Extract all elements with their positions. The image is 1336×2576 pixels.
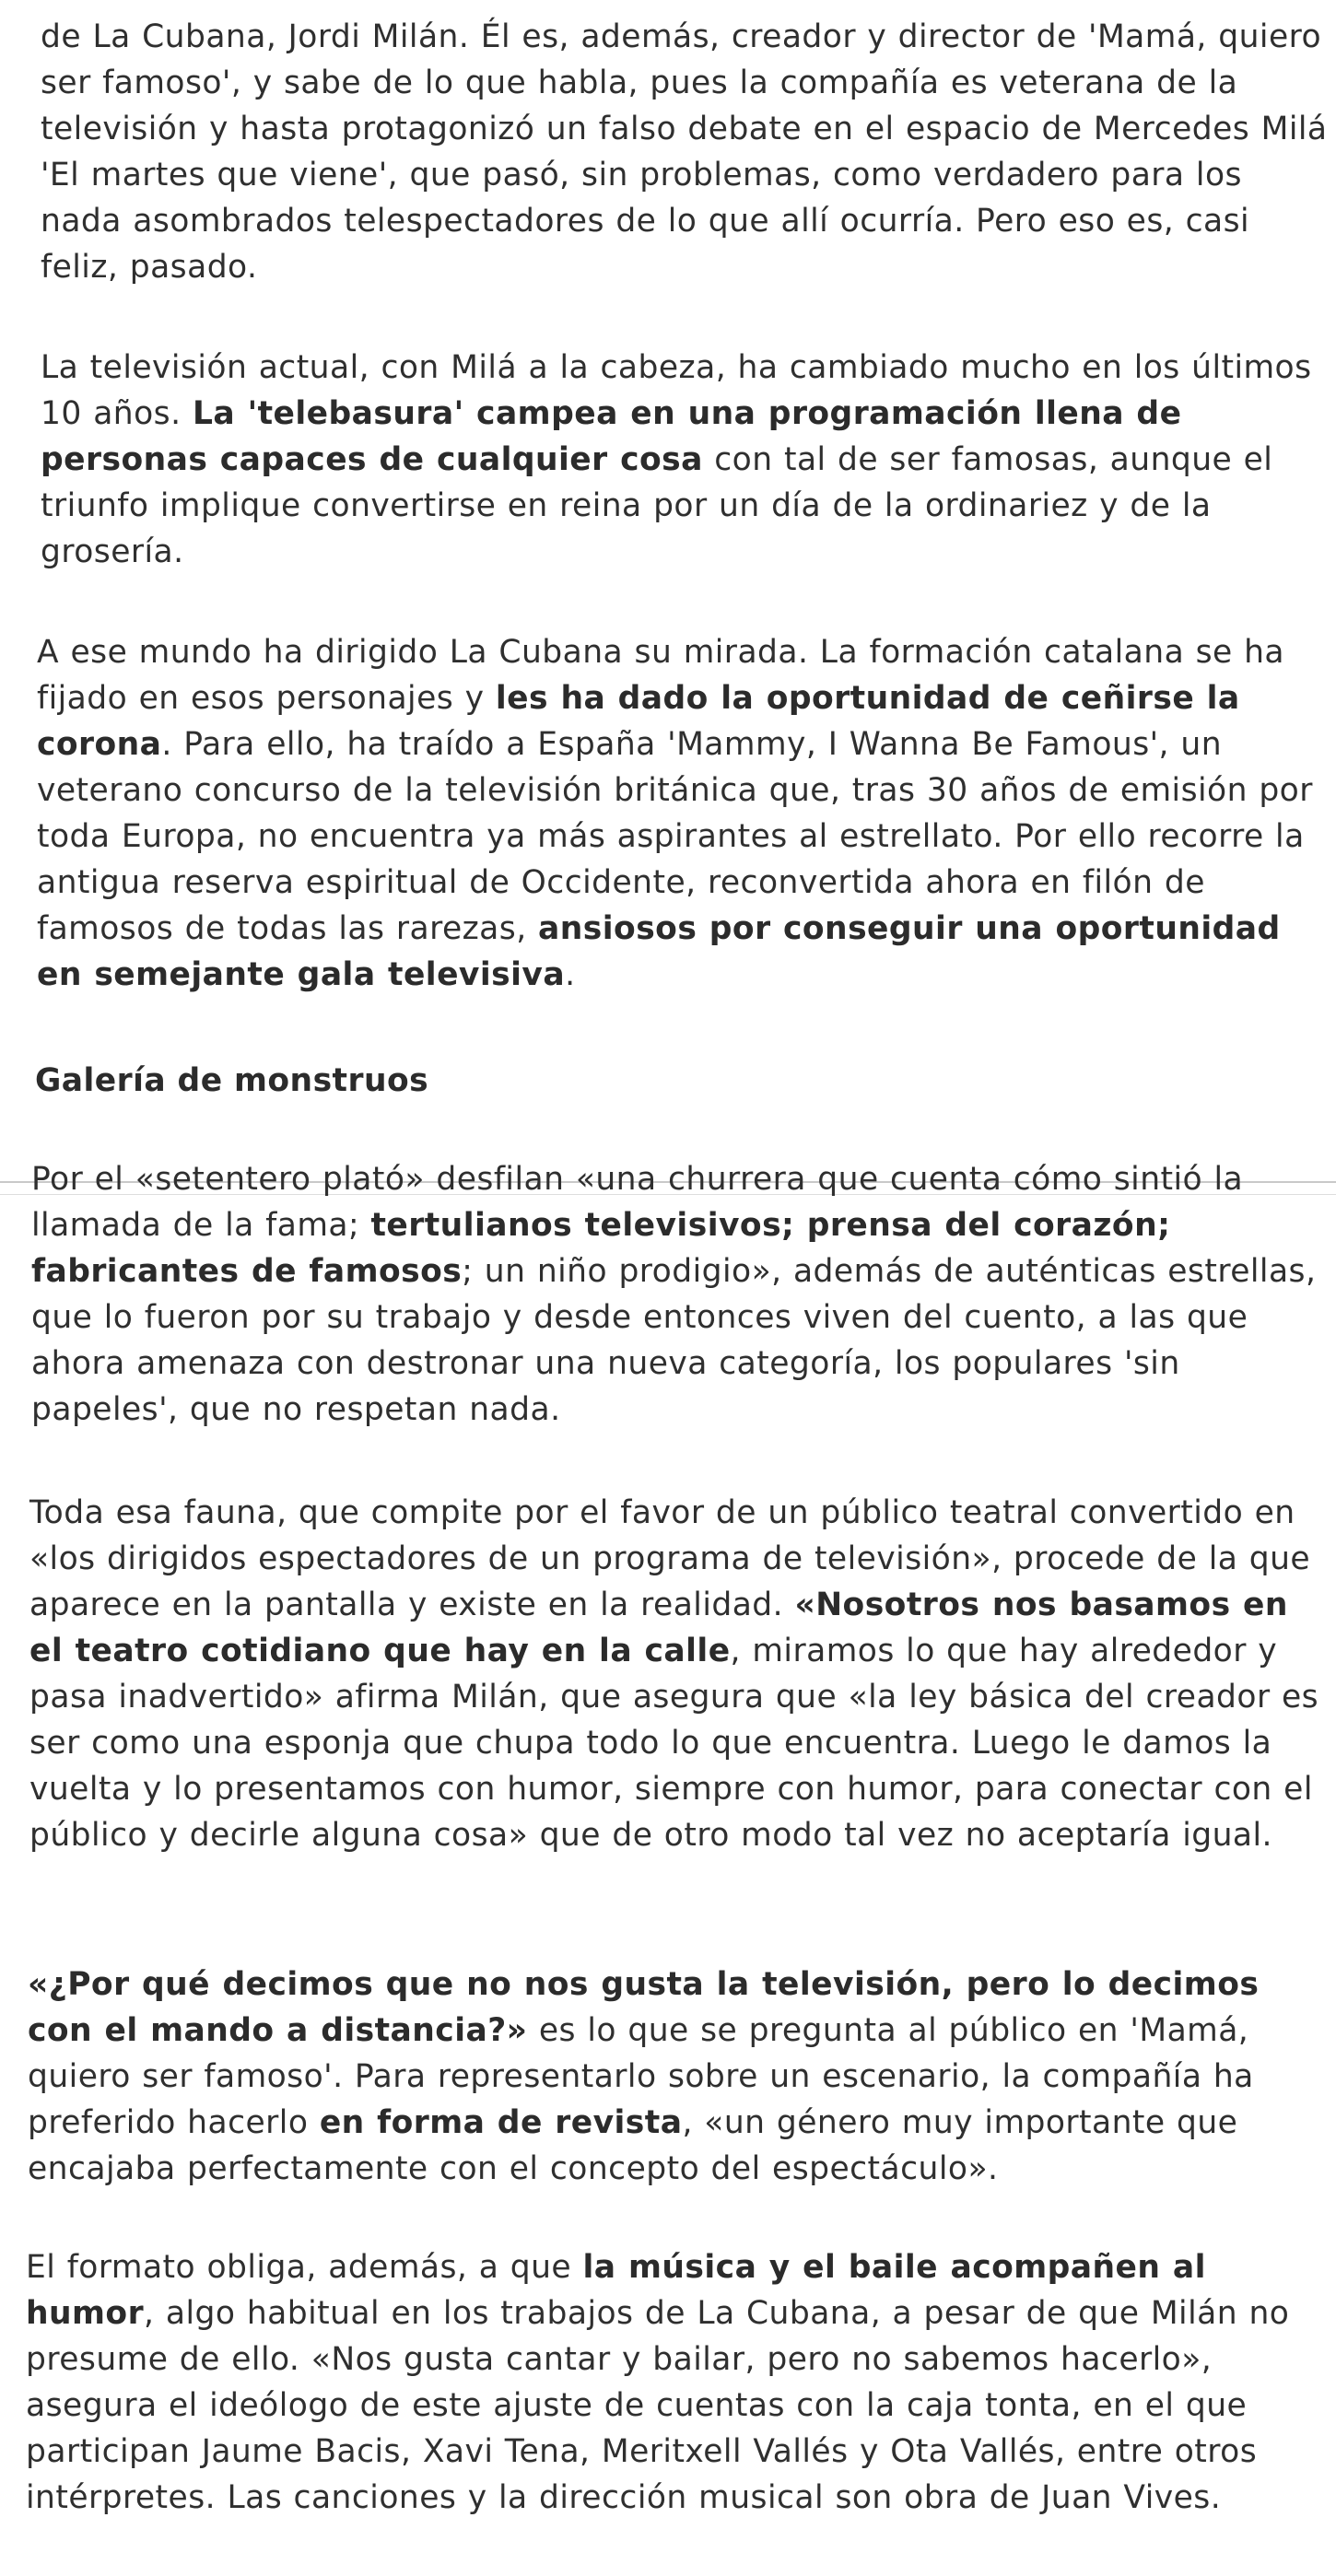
paragraph-la-cubana xyxy=(37,629,1331,998)
bold-text-run: en forma de revista xyxy=(319,2104,683,2141)
text-run: , miramos lo que hay alrededor y pasa inadvertido» afirma Milán, que asegura que «la ley básica del creador es ser como una esponja que chupa todo lo que encuentra. Luego le damos la vuelta y lo presentamos con humor, siempre con humor, para conectar con el público y decirle alguna cosa» que de otro modo tal vez no aceptaría igual. xyxy=(29,1633,1319,1854)
bold-text-run: «Nosotros nos basamos en el teatro cotidiano que hay en la calle xyxy=(29,1587,1288,1669)
paragraph-fauna xyxy=(29,1490,1332,1858)
bold-text-run: La 'telebasura' campea en una programación llena de personas capaces de cualquier cosa xyxy=(41,395,1182,478)
bold-text-run: la música y el baile acompañen al humor xyxy=(26,2249,1206,2332)
bold-text-run: tertulianos televisivos; prensa del corazón; fabricantes de famosos xyxy=(31,1207,1171,1290)
text-run: con tal de ser famosas, aunque el triunfo implique convertirse en reina por un día de la ordinariez y de la grosería. xyxy=(41,441,1273,570)
text-run: , «un género muy importante que encajaba perfectamente con el concepto del espectáculo». xyxy=(28,2104,1238,2187)
text-run: Por el «setentero plató» desfilan «una churrera que cuenta cómo sintió la llamada de la fama; xyxy=(31,1161,1244,1244)
bold-text-run: ansiosos por conseguir una oportunidad en semejante gala televisiva xyxy=(37,910,1281,993)
paragraph-formato xyxy=(26,2244,1332,2521)
section-heading: Galería de monstruos xyxy=(35,1062,429,1099)
text-run: de La Cubana, Jordi Milán. Él es, además, creador y director de 'Mamá, quiero ser famoso', y sabe de lo que habla, pues la compañía es veterana de la televisión y hasta protagonizó un falso debate en el espacio de Mercedes Milá 'El martes que viene', que pasó, sin problemas, como verdadero para los nada asombrados telespectadores de lo que allí ocurría. Pero eso es, casi feliz, pasado. xyxy=(41,18,1328,286)
text-run: Toda esa fauna, que compite por el favor de un público teatral convertido en «los dirigidos espectadores de un programa de televisión», procede de la que aparece en la pantalla y existe en la realidad. xyxy=(29,1494,1311,1623)
paragraph-mando xyxy=(28,1961,1332,2192)
paragraph-television xyxy=(41,345,1330,575)
text-run: . Para ello, ha traído a España 'Mammy, I Wanna Be Famous', un veterano concurso de la televisión británica que, tras 30 años de emisión por toda Europa, no encuentra ya más aspirantes al estrellato. Por ello recorre la antigua reserva espiritual de Occidente, reconvertida ahora en filón de famosos de todas las rarezas, xyxy=(37,726,1313,947)
paragraph-plato xyxy=(31,1156,1332,1433)
text-run: es lo que se pregunta al público en 'Mamá, quiero ser famoso'. Para representarlo sobre un escenario, la compañía ha preferido hacerlo xyxy=(28,2012,1254,2141)
text-run: La televisión actual, con Milá a la cabeza, ha cambiado mucho en los últimos 10 años. xyxy=(41,349,1312,432)
text-run: ; un niño prodigio», además de auténticas estrellas, que lo fueron por su trabajo y desde entonces viven del cuento, a las que ahora amenaza con destronar una nueva categoría, los populares 'sin papeles', que no respetan nada. xyxy=(31,1253,1317,1428)
text-run: A ese mundo ha dirigido La Cubana su mirada. La formación catalana se ha fijado en esos personajes y xyxy=(37,634,1285,717)
text-run: . xyxy=(565,956,576,993)
paragraph-intro xyxy=(41,14,1330,290)
text-run: , algo habitual en los trabajos de La Cubana, a pesar de que Milán no presume de ello. «Nos gusta cantar y bailar, pero no sabemos hacerlo», asegura el ideólogo de este ajuste de cuentas con la caja tonta, en el que participan Jaume Bacis, Xavi Tena, Meritxell Vallés y Ota Vallés, entre otros intérpretes. Las canciones y la dirección musical son obra de Juan Vives. xyxy=(26,2295,1290,2516)
bold-text-run: les ha dado la oportunidad de ceñirse la corona xyxy=(37,680,1240,763)
text-run: El formato obliga, además, a que xyxy=(26,2249,583,2286)
bold-text-run: «¿Por qué decimos que no nos gusta la televisión, pero lo decimos con el mando a distancia?» xyxy=(28,1966,1260,2049)
